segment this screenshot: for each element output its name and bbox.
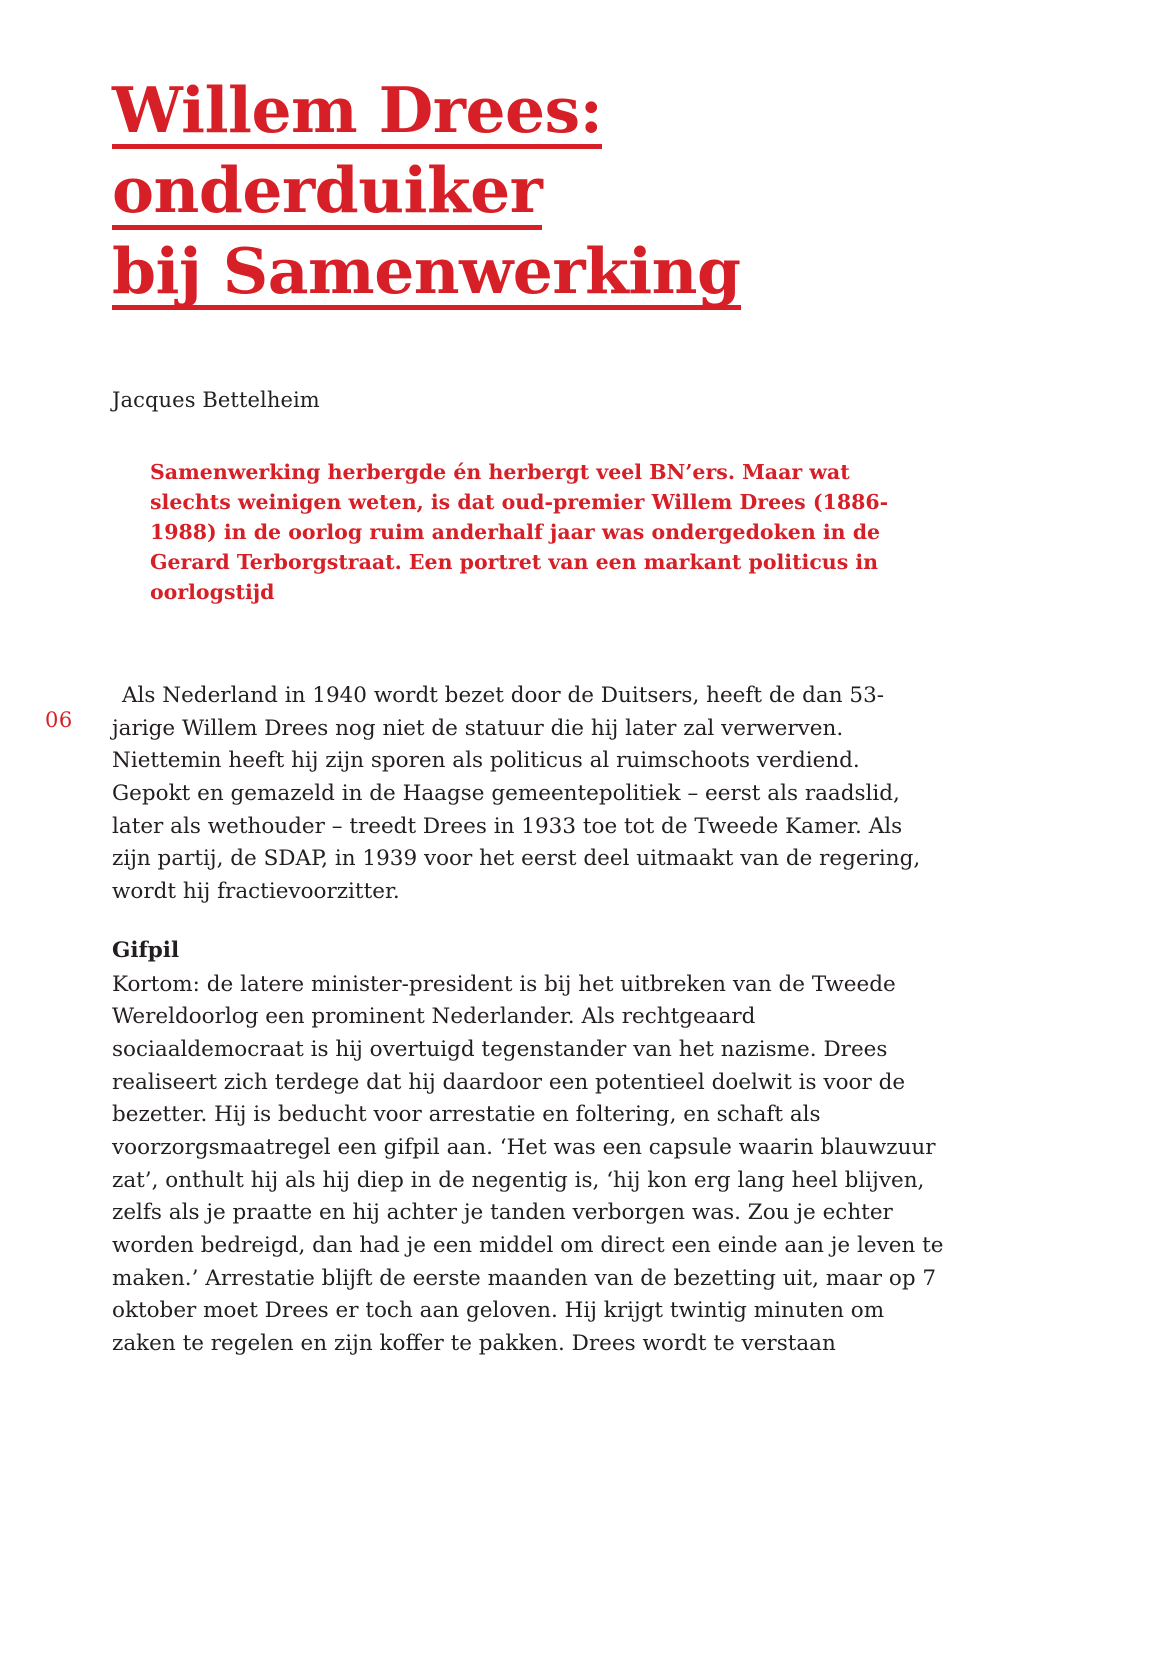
body-paragraph: Als Nederland in 1940 wordt bezet door de Duitsers, heeft de dan 53-jarige Willem Drees nog niet de statuur die hij later zal verwerven. Niettemin heeft hij zijn sporen als politicus al ruimschoots verdiend. Gepokt en gemazeld in de Haagse gemeentepolitiek – eerst als raadslid, later als wethouder – treedt Drees in 1933 toe tot de Tweede Kamer. Als zijn partij, de SDAP, in 1939 voor het eerst deel uitmaakt van de regering, wordt hij fractievoorzitter. bbox=[112, 683, 921, 905]
article-author: Jacques Bettelheim bbox=[112, 388, 320, 412]
page-title bbox=[112, 73, 952, 319]
article-standfirst: Samenwerking herbergde én herbergt veel BN’ers. Maar wat slechts weinigen weten, is dat oud-premier Willem Drees (1886-1988) in de oorlog ruim anderhalf jaar was ondergedoken in de Gerard Terborgstraat. Een portret van een markant politicus in oorlogstijd bbox=[150, 460, 889, 604]
page-number: 06 bbox=[45, 708, 73, 732]
title-line-2: onderduiker bbox=[112, 158, 542, 229]
title-line-1: Willem Drees: bbox=[112, 78, 602, 149]
section-heading: Gifpil bbox=[112, 937, 180, 963]
body-paragraph: Kortom: de latere minister-president is bij het uitbreken van de Tweede Wereldoorlog een prominent Nederlander. Als rechtgeaard sociaaldemocraat is hij overtuigd tegenstander van het nazisme. Drees realiseert zich terdege dat hij daardoor een potentieel doelwit is voor de bezetter. Hij is beducht voor arrestatie en foltering, en schaft als voorzorgsmaatregel een gifpil aan. ‘Het was een capsule waarin blauwzuur zat’, onthult hij als hij diep in de negentig is, ‘hij kon erg lang heel blijven, zelfs als je praatte en hij achter je tanden verborgen was. Zou je echter worden bedreigd, dan had je een middel om direct een einde aan je leven te maken.’ Arrestatie blijft de eerste maanden van de bezetting uit, maar op 7 oktober moet Drees er toch aan geloven. Hij krijgt twintig minuten om zaken te regelen en zijn koffer te pakken. Drees wordt te verstaan bbox=[112, 971, 944, 1357]
title-line-3: bij Samenwerking bbox=[112, 239, 741, 310]
article-body bbox=[112, 680, 944, 1361]
